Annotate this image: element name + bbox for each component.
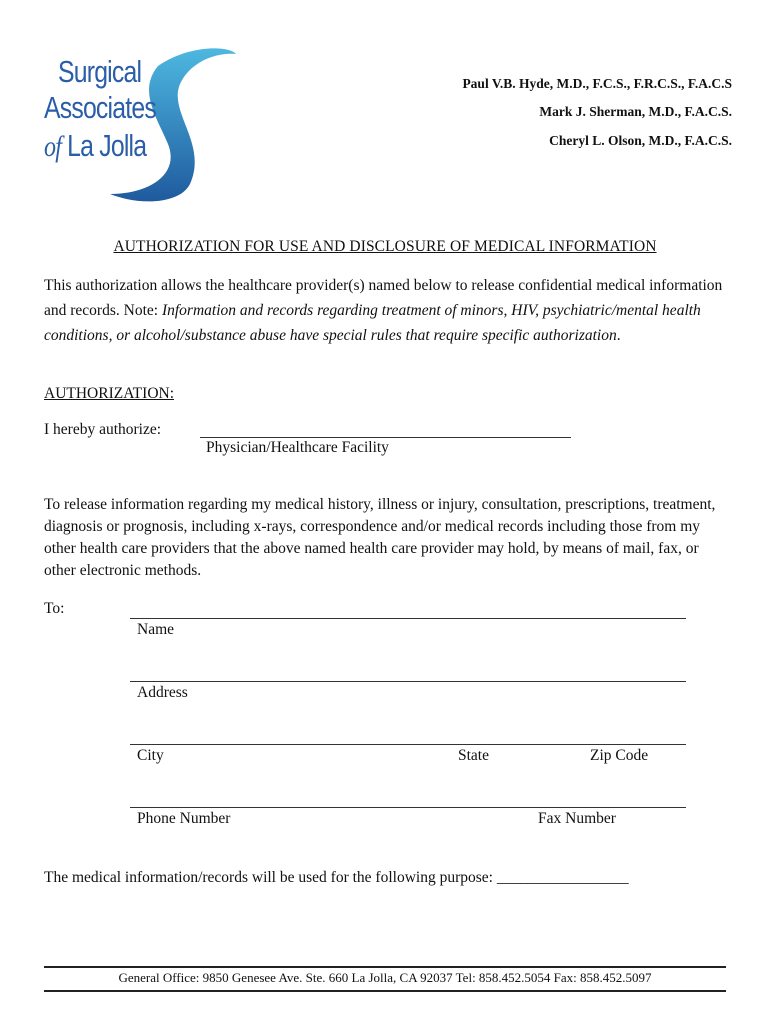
doctor-name: Cheryl L. Olson, M.D., F.A.C.S. bbox=[549, 133, 732, 148]
authorization-heading: AUTHORIZATION: bbox=[44, 385, 175, 402]
intro-end: . bbox=[616, 327, 621, 344]
facility-input-line[interactable] bbox=[200, 437, 571, 438]
fax-caption: Fax Number bbox=[538, 810, 616, 827]
logo-text-line3: La Jolla bbox=[67, 128, 147, 163]
address-input-line[interactable] bbox=[130, 681, 686, 682]
to-label: To: bbox=[44, 600, 65, 617]
form-title: AUTHORIZATION FOR USE AND DISCLOSURE OF MEDICAL INFORMATION bbox=[113, 238, 657, 255]
address-caption: Address bbox=[137, 684, 188, 701]
practice-logo bbox=[40, 44, 240, 204]
name-caption: Name bbox=[137, 621, 175, 638]
intro-text: This authorization allows the healthcare provider(s) named below to release confidential medical information and records. Note: bbox=[44, 277, 723, 319]
phone-caption: Phone Number bbox=[137, 810, 231, 827]
authorize-label: I hereby authorize: bbox=[44, 421, 162, 438]
purpose-line[interactable]: The medical information/records will be used for the following purpose: _________________ bbox=[44, 869, 629, 886]
zip-caption: Zip Code bbox=[590, 747, 649, 764]
logo-text-of: of bbox=[44, 130, 62, 163]
city-caption: City bbox=[137, 747, 164, 764]
doctor-name: Paul V.B. Hyde, M.D., F.C.S., F.R.C.S., F.A.C.S bbox=[462, 76, 732, 91]
logo-text-line2: Associates bbox=[44, 90, 156, 125]
facility-caption: Physician/Healthcare Facility bbox=[206, 439, 389, 456]
logo-text-line1: Surgical bbox=[58, 54, 142, 89]
state-caption: State bbox=[458, 747, 489, 764]
doctor-name: Mark J. Sherman, M.D., F.A.C.S. bbox=[539, 104, 732, 119]
phone-fax-input-line[interactable] bbox=[130, 807, 686, 808]
name-input-line[interactable] bbox=[130, 618, 686, 619]
release-paragraph: To release information regarding my medical history, illness or injury, consultation, prescriptions, treatment, diagnosis or prognosis, including x-rays, correspondence and/or medical records including those from my other health care providers that the above named health care provider may hold, by means of mail, fax, or other electronic methods. bbox=[44, 496, 716, 579]
intro-note: Information and records regarding treatment of minors, HIV, psychiatric/mental health conditions, or alcohol/substance abuse have special rules that require specific authorization bbox=[44, 302, 701, 344]
footer-contact: General Office: 9850 Genesee Ave. Ste. 660 La Jolla, CA 92037 Tel: 858.452.5054 Fax: 858.452.5097 bbox=[118, 970, 652, 985]
city-state-zip-input-line[interactable] bbox=[130, 744, 686, 745]
intro-paragraph bbox=[44, 273, 734, 348]
